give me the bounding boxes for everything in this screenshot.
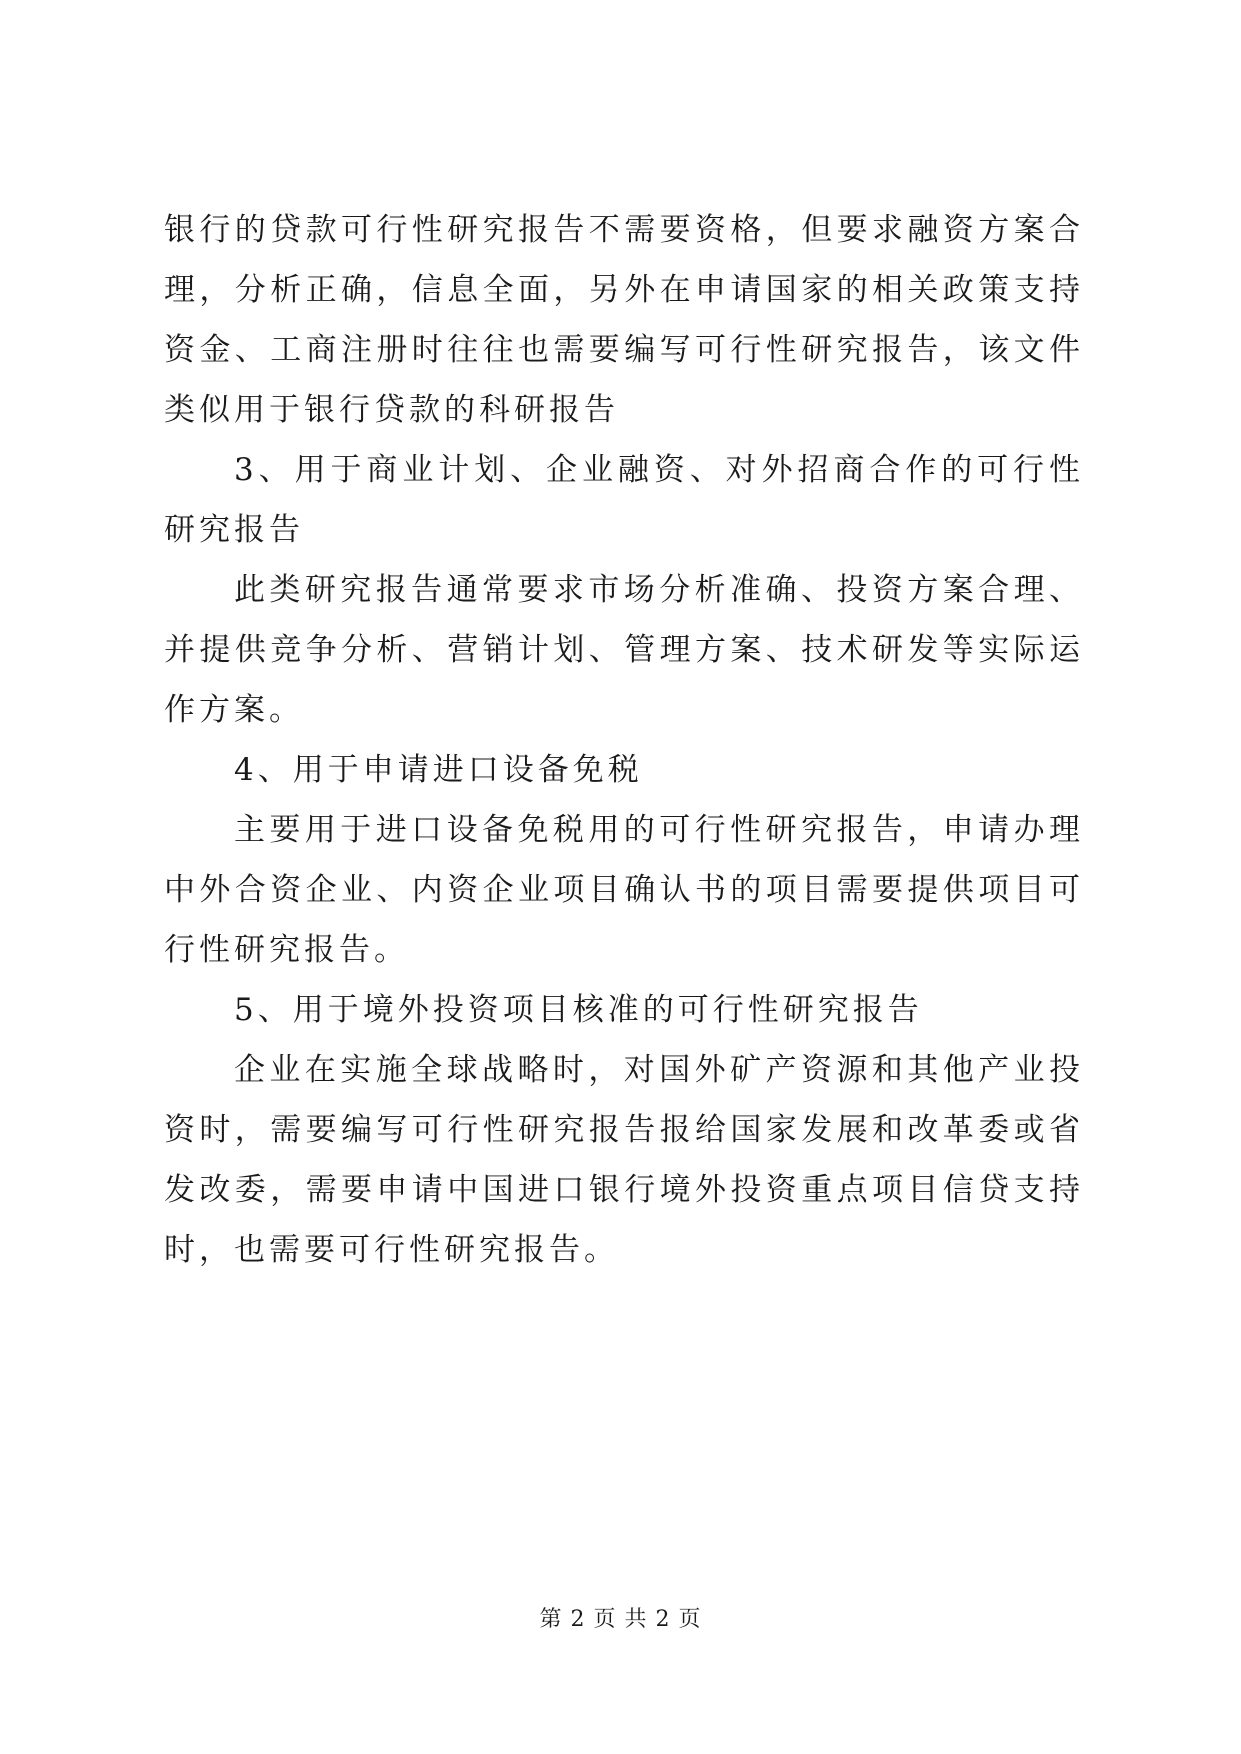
paragraph-overseas-investment-description: 企业在实施全球战略时，对国外矿产资源和其他产业投资时，需要编写可行性研究报告报给国家发展和改革委或省发改委，需要申请中国进口银行境外投资重点项目信贷支持时，也需要可行性研究报告。 — [164, 1052, 1084, 1268]
paragraph-bank-loan-report: 银行的贷款可行性研究报告不需要资格，但要求融资方案合理，分析正确，信息全面，另外在申请国家的相关政策支持资金、工商注册时往往也需要编写可行性研究报告，该文件类似用于银行贷款的科研报告 — [164, 212, 1084, 428]
paragraph-business-plan-description: 此类研究报告通常要求市场分析准确、投资方案合理、并提供竞争分析、营销计划、管理方案、技术研发等实际运作方案。 — [164, 572, 1084, 728]
heading-import-equipment-tax: 4、用于申请进口设备免税 — [234, 752, 643, 788]
heading-overseas-investment-report: 5、用于境外投资项目核准的可行性研究报告 — [234, 992, 923, 1028]
page-number-footer: 第 2 页 共 2 页 — [539, 1607, 702, 1632]
heading-business-plan-report: 3、用于商业计划、企业融资、对外招商合作的可行性研究报告 — [164, 452, 1084, 548]
document-body — [164, 200, 1084, 1280]
paragraph-import-equipment-description: 主要用于进口设备免税用的可行性研究报告，申请办理中外合资企业、内资企业项目确认书的项目需要提供项目可行性研究报告。 — [164, 812, 1084, 968]
